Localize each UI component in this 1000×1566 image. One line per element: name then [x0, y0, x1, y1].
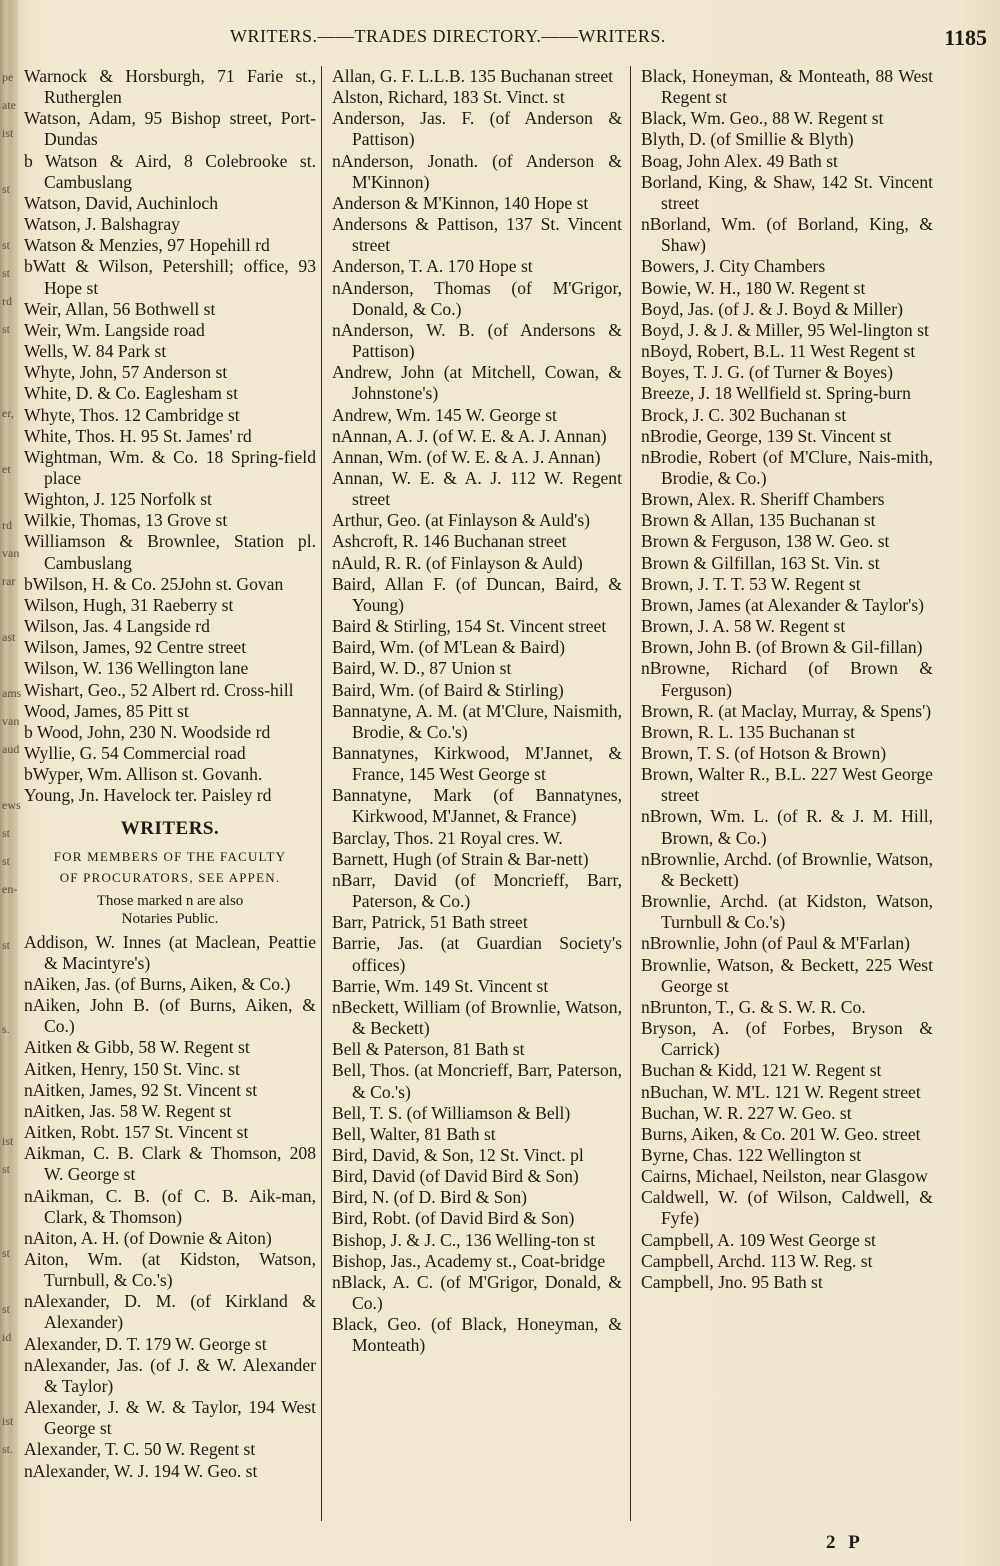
directory-entry: Bryson, A. (of Forbes, Bryson & Carrick): [641, 1018, 933, 1060]
directory-entry: nBlack, A. C. (of M'Grigor, Donald, & Co.): [332, 1271, 622, 1314]
edge-fragment: st: [2, 1246, 11, 1260]
directory-entry: nBorland, Wm. (of Borland, King, & Shaw): [641, 214, 933, 256]
directory-entry: Alexander, J. & W. & Taylor, 194 West George st: [24, 1397, 316, 1439]
edge-fragment: st: [2, 938, 11, 952]
directory-entry: nBeckett, William (of Brownlie, Watson, & Beckett): [332, 996, 622, 1039]
directory-entry: nBrownlie, John (of Paul & M'Farlan): [641, 933, 911, 954]
directory-entry: Brown, T. S. (of Hotson & Brown): [641, 743, 887, 763]
directory-entry: nBrodie, Robert (of M'Clure, Nais-mith, Brodie, & Co.): [641, 446, 933, 488]
edge-fragment: st.: [2, 1442, 14, 1456]
section-note-line-1: Those marked n are also: [96, 892, 244, 909]
directory-entry: Brownlie, Watson, & Beckett, 225 West George st: [641, 954, 933, 996]
directory-entry: Bishop, Jas., Academy st., Coat-bridge: [332, 1250, 606, 1271]
directory-entry: Bell, Walter, 81 Bath st: [332, 1123, 496, 1144]
directory-entry: Brown, Alex. R. Sheriff Chambers: [641, 489, 885, 510]
edge-fragment: rd: [2, 518, 12, 532]
directory-entry: Annan, W. E. & A. J. 112 W. Regent street: [332, 467, 622, 510]
directory-entry: nAnnan, A. J. (of W. E. & A. J. Annan): [332, 425, 607, 446]
directory-entry: Brown & Allan, 135 Buchanan st: [641, 510, 876, 531]
directory-entry: Anderson, T. A. 170 Hope st: [332, 256, 533, 277]
directory-entry: Caldwell, W. (of Wilson, Caldwell, & Fyfe): [641, 1187, 933, 1229]
section-note-line-2: Notaries Public.: [121, 910, 219, 927]
directory-entry: Brown, John B. (of Brown & Gil-fillan): [641, 637, 923, 658]
directory-entry: nAnderson, Jonath. (of Anderson & M'Kinnon): [332, 150, 622, 192]
directory-entry: Campbell, A. 109 West George st: [641, 1229, 876, 1250]
directory-entry: Borland, King, & Shaw, 142 St. Vincent street: [641, 171, 933, 213]
directory-entry: Wilkie, Thomas, 13 Grove st: [24, 510, 228, 531]
directory-entry: Watson & Menzies, 97 Hopehill rd: [24, 235, 270, 256]
directory-entry: Breeze, J. 18 Wellfield st. Spring-burn: [641, 383, 911, 404]
directory-entry: Alexander, T. C. 50 W. Regent st: [24, 1439, 256, 1460]
directory-entry: Barr, Patrick, 51 Bath street: [332, 912, 528, 933]
directory-entry: nAitken, James, 92 St. Vincent st: [24, 1079, 258, 1100]
directory-entry: Black, Wm. Geo., 88 W. Regent st: [641, 108, 884, 129]
column-divider-1: [321, 66, 322, 1521]
column-1: [24, 66, 316, 1482]
directory-entry: Wilson, W. 136 Wellington lane: [24, 658, 249, 679]
directory-entry: Annan, Wm. (of W. E. & A. J. Annan): [332, 446, 601, 467]
directory-entry: Black, Honeyman, & Monteath, 88 West Regent st: [641, 66, 933, 108]
directory-entry: Bishop, J. & J. C., 136 Welling-ton st: [332, 1229, 596, 1250]
edge-fragment: st: [2, 238, 11, 252]
edge-fragment: en-: [2, 882, 18, 896]
directory-entry: Arthur, Geo. (at Finlayson & Auld's): [332, 510, 591, 531]
directory-entry: Wightman, Wm. & Co. 18 Spring-field place: [24, 446, 316, 488]
directory-entry: nAiton, A. H. (of Downie & Aiton): [24, 1227, 272, 1248]
directory-entry: Allan, G. F. L.L.B. 135 Buchanan street: [332, 66, 614, 86]
entry-list-writers-c: [641, 66, 933, 1293]
directory-entry: Alston, Richard, 183 St. Vinct. st: [332, 87, 565, 108]
directory-entry: Whyte, John, 57 Anderson st: [24, 362, 228, 383]
edge-fragment: er,: [2, 406, 14, 420]
directory-entry: Baird & Stirling, 154 St. Vincent street: [332, 616, 607, 637]
column-2: [332, 66, 622, 1357]
edge-fragment: st: [2, 1302, 11, 1316]
directory-entry: Wilson, Jas. 4 Langside rd: [24, 616, 210, 637]
edge-fragment: st: [2, 182, 11, 196]
edge-fragment: ams: [2, 686, 22, 700]
directory-entry: Brown, R. (at Maclay, Murray, & Spens'): [641, 700, 932, 721]
directory-entry: Byrne, Chas. 122 Wellington st: [641, 1144, 862, 1165]
edge-fragment: id: [2, 1330, 12, 1344]
directory-entry: bWatt & Wilson, Petershill; office, 93 Hope st: [24, 256, 316, 298]
edge-fragment: rar: [2, 574, 16, 588]
section-subtitle-2: OF PROCURATORS, SEE APPEN.: [59, 869, 281, 885]
directory-entry: Brown, Walter R., B.L. 227 West George street: [641, 764, 933, 806]
adjacent-page-fragments: [0, 0, 22, 1566]
directory-entry: nAnderson, Thomas (of M'Grigor, Donald, & Co.): [332, 277, 622, 319]
directory-entry: Boyd, Jas. (of J. & J. Boyd & Miller): [641, 298, 903, 319]
directory-entry: Bird, David, & Son, 12 St. Vinct. pl: [332, 1144, 584, 1165]
directory-entry: Anderson, Jas. F. (of Anderson & Pattison): [332, 108, 622, 150]
directory-entry: Bird, David (of David Bird & Son): [332, 1166, 579, 1187]
directory-entry: Barnett, Hugh (of Strain & Bar-nett): [332, 848, 589, 869]
directory-entry: nAuld, R. R. (of Finlayson & Auld): [332, 552, 583, 573]
edge-fragment: ast: [2, 630, 16, 644]
edge-fragment: van: [2, 714, 20, 728]
edge-fragment: ist: [2, 1134, 14, 1148]
directory-entry: Aikman, C. B. Clark & Thomson, 208 W. George st: [24, 1143, 316, 1185]
directory-entry: Weir, Wm. Langside road: [24, 319, 205, 340]
directory-entry: Weir, Allan, 56 Bothwell st: [24, 298, 216, 319]
directory-entry: White, Thos. H. 95 St. James' rd: [24, 425, 252, 446]
directory-entry: Brown & Gilfillan, 163 St. Vin. st: [641, 552, 880, 573]
page-number: 1185: [944, 25, 987, 50]
header-title: WRITERS.——TRADES DIRECTORY.——WRITERS.: [230, 26, 666, 46]
directory-entry: Campbell, Jno. 95 Bath st: [641, 1271, 823, 1292]
directory-entry: nAiken, John B. (of Burns, Aiken, & Co.): [24, 995, 316, 1037]
directory-entry: Anderson & M'Kinnon, 140 Hope st: [332, 192, 589, 213]
directory-entry: nAlexander, D. M. (of Kirkland & Alexander): [24, 1291, 316, 1333]
directory-entry: Barrie, Jas. (at Guardian Society's offices): [332, 933, 622, 975]
directory-entry: Baird, W. D., 87 Union st: [332, 658, 512, 679]
edge-fragment: ews: [2, 798, 21, 812]
directory-entry: b Wood, John, 230 N. Woodside rd: [24, 721, 271, 742]
directory-entry: nBrown, Wm. L. (of R. & J. M. Hill, Brown, & Co.): [641, 806, 933, 848]
directory-entry: Blyth, D. (of Smillie & Blyth): [641, 129, 854, 150]
entry-list-writers-a: [24, 932, 316, 1482]
edge-fragment: ist: [2, 126, 14, 140]
directory-entry: Baird, Wm. (of M'Lean & Baird): [332, 637, 565, 658]
edge-fragment: ate: [2, 98, 16, 112]
directory-entry: Baird, Wm. (of Baird & Stirling): [332, 679, 564, 700]
directory-entry: nBrowne, Richard (of Brown & Ferguson): [641, 658, 933, 700]
directory-entry: nAlexander, W. J. 194 W. Geo. st: [24, 1460, 258, 1481]
directory-entry: Bannatyne, A. M. (at M'Clure, Naismith, Brodie, & Co.'s): [332, 700, 622, 742]
directory-entry: Barclay, Thos. 21 Royal cres. W.: [332, 827, 563, 848]
section-note: [24, 892, 316, 928]
directory-entry: Young, Jn. Havelock ter. Paisley rd: [24, 785, 272, 806]
edge-fragment: st: [2, 322, 11, 336]
directory-entry: nBrownlie, Archd. (of Brownlie, Watson, & Beckett): [641, 848, 933, 890]
edge-fragment: van: [2, 546, 20, 560]
directory-entry: Wishart, Geo., 52 Albert rd. Cross-hill: [24, 679, 294, 700]
directory-entry: Buchan & Kidd, 121 W. Regent st: [641, 1060, 882, 1081]
directory-entry: nAikman, C. B. (of C. B. Aik-man, Clark, & Thomson): [24, 1185, 316, 1227]
directory-entry: Aitken, Henry, 150 St. Vinc. st: [24, 1058, 240, 1079]
directory-entry: nAlexander, Jas. (of J. & W. Alexander & Taylor): [24, 1354, 316, 1396]
directory-entry: Bell, Thos. (at Moncrieff, Barr, Paterson, & Co.'s): [332, 1060, 622, 1102]
directory-entry: Bannatynes, Kirkwood, M'Jannet, & France, 145 West George st: [332, 743, 622, 785]
directory-entry: Aitken & Gibb, 58 W. Regent st: [24, 1037, 250, 1058]
edge-fragment: ist: [2, 1414, 14, 1428]
directory-entry: Wilson, James, 92 Centre street: [24, 637, 247, 658]
directory-entry: nBarr, David (of Moncrieff, Barr, Paterson, & Co.): [332, 869, 622, 912]
directory-entry: bWyper, Wm. Allison st. Govanh.: [24, 764, 263, 785]
directory-entry: Wyllie, G. 54 Commercial road: [24, 743, 246, 763]
edge-fragment: et: [2, 462, 11, 476]
directory-entry: Wighton, J. 125 Norfolk st: [24, 489, 212, 510]
directory-entry: Williamson & Brownlee, Station pl. Cambuslang: [24, 531, 316, 573]
directory-entry: b Watson & Aird, 8 Colebrooke st. Cambuslang: [24, 150, 316, 192]
directory-entry: Andersons & Pattison, 137 St. Vincent street: [332, 214, 622, 256]
directory-entry: Brown & Ferguson, 138 W. Geo. st: [641, 531, 890, 552]
directory-entry: White, D. & Co. Eaglesham st: [24, 383, 239, 404]
directory-entry: nAitken, Jas. 58 W. Regent st: [24, 1100, 232, 1121]
edge-fragment: st: [2, 826, 11, 840]
directory-entry: Bannatyne, Mark (of Bannatynes, Kirkwood, M'Jannet, & France): [332, 785, 622, 827]
directory-entry: Bird, N. (of D. Bird & Son): [332, 1187, 527, 1208]
edge-fragment: st: [2, 854, 11, 868]
section-subtitle-1: FOR MEMBERS OF THE FACULTY: [53, 848, 287, 864]
directory-entry: nBuchan, W. M'L. 121 W. Regent street: [641, 1081, 921, 1102]
directory-entry: Wells, W. 84 Park st: [24, 341, 167, 362]
directory-entry: Brown, James (at Alexander & Taylor's): [641, 594, 925, 615]
edge-fragment: pe: [2, 70, 14, 84]
directory-entry: nBrodie, George, 139 St. Vincent st: [641, 425, 892, 446]
directory-entry: Black, Geo. (of Black, Honeyman, & Monteath): [332, 1314, 622, 1356]
directory-entry: Andrew, Wm. 145 W. George st: [332, 404, 557, 425]
directory-entry: Boag, John Alex. 49 Bath st: [641, 150, 838, 171]
directory-entry: Watson, David, Auchinloch: [24, 192, 219, 213]
running-header: [20, 25, 987, 54]
directory-entry: Burns, Aiken, & Co. 201 W. Geo. street: [641, 1123, 921, 1144]
directory-entry: Barrie, Wm. 149 St. Vincent st: [332, 975, 549, 996]
directory-entry: Aitken, Robt. 157 St. Vincent st: [24, 1122, 249, 1143]
directory-entry: Whyte, Thos. 12 Cambridge st: [24, 404, 240, 425]
directory-entry: Baird, Allan F. (of Duncan, Baird, & Young): [332, 573, 622, 615]
column-divider-2: [630, 66, 631, 1521]
directory-entry: Cairns, Michael, Neilston, near Glasgow: [641, 1166, 928, 1187]
directory-entry: Brown, J. A. 58 W. Regent st: [641, 616, 846, 637]
directory-entry: Andrew, John (at Mitchell, Cowan, & Johnstone's): [332, 362, 622, 404]
directory-entry: Bell & Paterson, 81 Bath st: [332, 1039, 525, 1060]
directory-entry: nBoyd, Robert, B.L. 11 West Regent st: [641, 341, 916, 362]
directory-entry: Bell, T. S. (of Williamson & Bell): [332, 1102, 571, 1123]
directory-entry: Bowers, J. City Chambers: [641, 256, 826, 277]
directory-entry: Campbell, Archd. 113 W. Reg. st: [641, 1250, 873, 1271]
edge-fragment: aud: [2, 742, 20, 756]
directory-entry: Boyd, J. & J. & Miller, 95 Wel-lington st: [641, 319, 929, 340]
directory-entry: Brown, J. T. T. 53 W. Regent st: [641, 573, 861, 594]
directory-entry: Bird, Robt. (of David Bird & Son): [332, 1208, 575, 1229]
section-title: WRITERS.: [120, 818, 220, 840]
column-3: [641, 66, 933, 1293]
directory-entry: Brown, R. L. 135 Buchanan st: [641, 721, 856, 742]
directory-entry: Bowie, W. H., 180 W. Regent st: [641, 277, 866, 298]
directory-entry: Watson, Adam, 95 Bishop street, Port-Dundas: [24, 108, 316, 150]
directory-entry: Alexander, D. T. 179 W. George st: [24, 1333, 267, 1354]
directory-entry: Ashcroft, R. 146 Buchanan street: [332, 531, 567, 552]
signature-mark: 2 P: [826, 1532, 864, 1553]
directory-entry: Brock, J. C. 302 Buchanan st: [641, 404, 847, 425]
directory-entry: Watson, J. Balshagray: [24, 214, 180, 235]
edge-fragment: rd: [2, 294, 12, 308]
directory-entry: Wilson, Hugh, 31 Raeberry st: [24, 594, 234, 615]
directory-entry: Wood, James, 85 Pitt st: [24, 700, 189, 721]
directory-entry: Brownlie, Archd. (at Kidston, Watson, Turnbull & Co.'s): [641, 891, 933, 933]
directory-entry: Buchan, W. R. 227 W. Geo. st: [641, 1102, 852, 1123]
directory-entry: nAnderson, W. B. (of Andersons & Pattison): [332, 319, 622, 362]
entry-list-writers-b: [332, 66, 622, 1357]
entry-list-w: [24, 66, 316, 806]
directory-entry: Boyes, T. J. G. (of Turner & Boyes): [641, 362, 894, 383]
directory-entry: Aiton, Wm. (at Kidston, Watson, Turnbull, & Co.'s): [24, 1248, 316, 1291]
edge-fragment: st: [2, 1162, 11, 1176]
directory-entry: nBrunton, T., G. & S. W. R. Co.: [641, 996, 866, 1017]
directory-entry: Warnock & Horsburgh, 71 Farie st., Rutherglen: [24, 66, 316, 108]
directory-entry: Addison, W. Innes (at Maclean, Peattie & Macintyre's): [24, 931, 316, 973]
directory-entry: bWilson, H. & Co. 25John st. Govan: [24, 573, 284, 594]
edge-fragment: s.: [2, 1022, 10, 1036]
edge-fragment: st: [2, 266, 11, 280]
directory-entry: nAiken, Jas. (of Burns, Aiken, & Co.): [24, 973, 291, 994]
